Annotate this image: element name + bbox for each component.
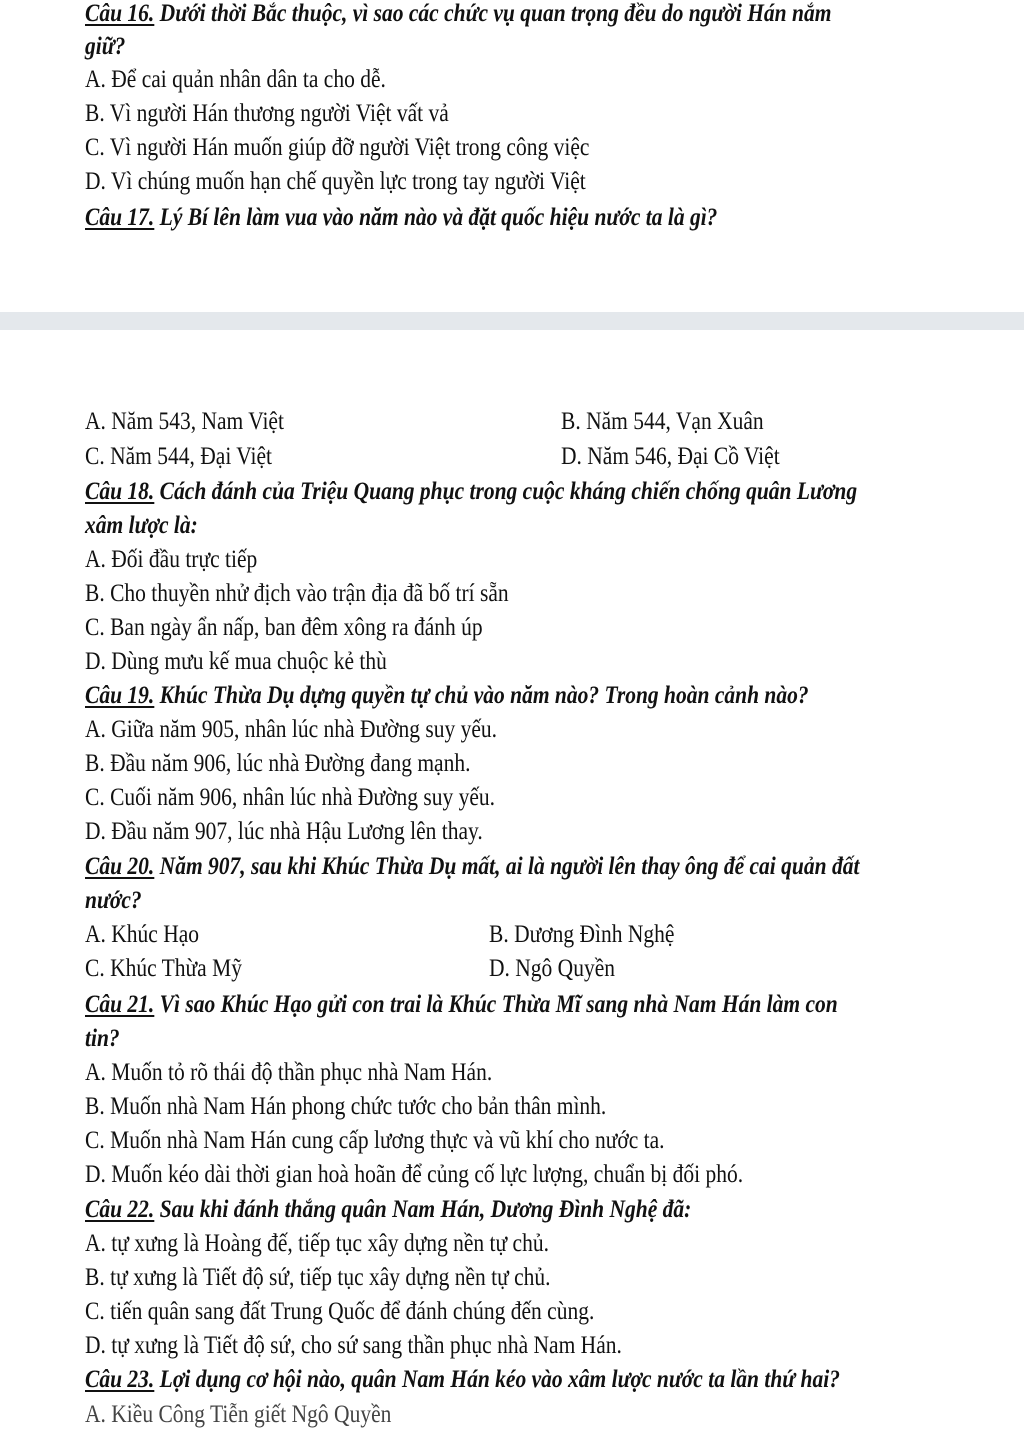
question-18-text-cont: xâm lược là: [85, 512, 198, 539]
question-16-heading [85, 0, 831, 31]
question-16-text: Dưới thời Bắc thuộc, vì sao các chức vụ quan trọng đều do người Hán nắm [154, 0, 832, 27]
question-18-heading [85, 475, 857, 509]
page-gap [0, 330, 1024, 396]
question-17-heading [85, 201, 717, 235]
question-21-text-cont: tin? [85, 1025, 120, 1052]
question-21-number: Câu 21. [85, 991, 155, 1018]
question-19-option-c: C. Cuối năm 906, nhân lúc nhà Đường suy yếu. [85, 784, 495, 811]
question-20-heading [85, 850, 859, 884]
question-22-heading [85, 1193, 691, 1227]
question-17-option-b: B. Năm 544, Vạn Xuân [561, 408, 764, 435]
question-18-number: Câu 18. [85, 478, 155, 505]
question-17-option-d: D. Năm 546, Đại Cồ Việt [561, 443, 780, 470]
question-22-option-b: B. tự xưng là Tiết độ sứ, tiếp tục xây dựng nền tự chủ. [85, 1264, 551, 1291]
question-23-number: Câu 23. [85, 1366, 155, 1393]
question-22-option-c: C. tiến quân sang đất Trung Quốc để đánh chúng đến cùng. [85, 1298, 595, 1325]
question-16-number: Câu 16. [85, 0, 155, 27]
question-16-text-cont: giữ? [85, 33, 126, 60]
question-22-number: Câu 22. [85, 1196, 155, 1223]
question-20-text: Năm 907, sau khi Khúc Thừa Dụ mất, ai là người lên thay ông để cai quản đất [154, 853, 860, 880]
question-20-option-d: D. Ngô Quyền [489, 955, 616, 982]
question-22-option-d: D. tự xưng là Tiết độ sứ, cho sứ sang thần phục nhà Nam Hán. [85, 1332, 622, 1359]
upper-document-page [0, 0, 1024, 312]
question-17-number: Câu 17. [85, 204, 155, 231]
question-18-option-a: A. Đối đầu trực tiếp [85, 546, 258, 573]
question-20-text-cont: nước? [85, 887, 142, 914]
question-19-option-d: D. Đầu năm 907, lúc nhà Hậu Lương lên thay. [85, 818, 483, 845]
question-19-number: Câu 19. [85, 682, 155, 709]
question-20-number: Câu 20. [85, 853, 155, 880]
question-23-text: Lợi dụng cơ hội nào, quân Nam Hán kéo vào xâm lược nước ta lần thứ hai? [154, 1366, 840, 1393]
question-18-option-c: C. Ban ngày ẩn nấp, ban đêm xông ra đánh úp [85, 614, 483, 641]
question-16-option-d: D. Vì chúng muốn hạn chế quyền lực trong tay người Việt [85, 168, 586, 195]
question-17-option-c: C. Năm 544, Đại Việt [85, 443, 273, 470]
question-21-option-d: D. Muốn kéo dài thời gian hoà hoãn để củng cố lực lượng, chuẩn bị đối phó. [85, 1161, 744, 1188]
question-19-option-b: B. Đầu năm 906, lúc nhà Đường đang mạnh. [85, 750, 471, 777]
question-23-heading [85, 1363, 840, 1397]
question-21-heading [85, 988, 838, 1022]
question-18-option-b: B. Cho thuyền nhử địch vào trận địa đã bố trí sẵn [85, 580, 509, 607]
question-20-option-a: A. Khúc Hạo [85, 921, 200, 948]
question-17-text: Lý Bí lên làm vua vào năm nào và đặt quốc hiệu nước ta là gì? [154, 204, 718, 231]
question-16-option-a: A. Để cai quản nhân dân ta cho dễ. [85, 66, 386, 93]
question-21-option-a: A. Muốn tỏ rõ thái độ thần phục nhà Nam Hán. [85, 1059, 493, 1086]
question-21-option-c: C. Muốn nhà Nam Hán cung cấp lương thực và vũ khí cho nước ta. [85, 1127, 665, 1154]
question-22-text: Sau khi đánh thắng quân Nam Hán, Dương Đình Nghệ đã: [154, 1196, 692, 1223]
question-16-option-b: B. Vì người Hán thương người Việt vất vả [85, 100, 449, 127]
question-21-text: Vì sao Khúc Hạo gửi con trai là Khúc Thừa Mĩ sang nhà Nam Hán làm con [154, 991, 838, 1018]
question-23-option-a-partial: A. Kiều Công Tiễn giết Ngô Quyền [85, 1401, 392, 1428]
question-19-text: Khúc Thừa Dụ dựng quyền tự chủ vào năm nào? Trong hoàn cảnh nào? [154, 682, 809, 709]
question-18-text: Cách đánh của Triệu Quang phục trong cuộc kháng chiến chống quân Lương [154, 478, 858, 505]
question-21-option-b: B. Muốn nhà Nam Hán phong chức tước cho bản thân mình. [85, 1093, 607, 1120]
question-18-option-d: D. Dùng mưu kế mua chuộc kẻ thù [85, 648, 387, 675]
question-19-heading [85, 679, 809, 713]
question-19-option-a: A. Giữa năm 905, nhân lúc nhà Đường suy yếu. [85, 716, 498, 743]
question-20-option-c: C. Khúc Thừa Mỹ [85, 955, 242, 982]
question-17-option-a: A. Năm 543, Nam Việt [85, 408, 284, 435]
question-22-option-a: A. tự xưng là Hoàng đế, tiếp tục xây dựng nền tự chủ. [85, 1230, 549, 1257]
question-20-option-b: B. Dương Đình Nghệ [489, 921, 675, 948]
question-16-option-c: C. Vì người Hán muốn giúp đỡ người Việt trong công việc [85, 134, 590, 161]
page-separator [0, 312, 1024, 330]
